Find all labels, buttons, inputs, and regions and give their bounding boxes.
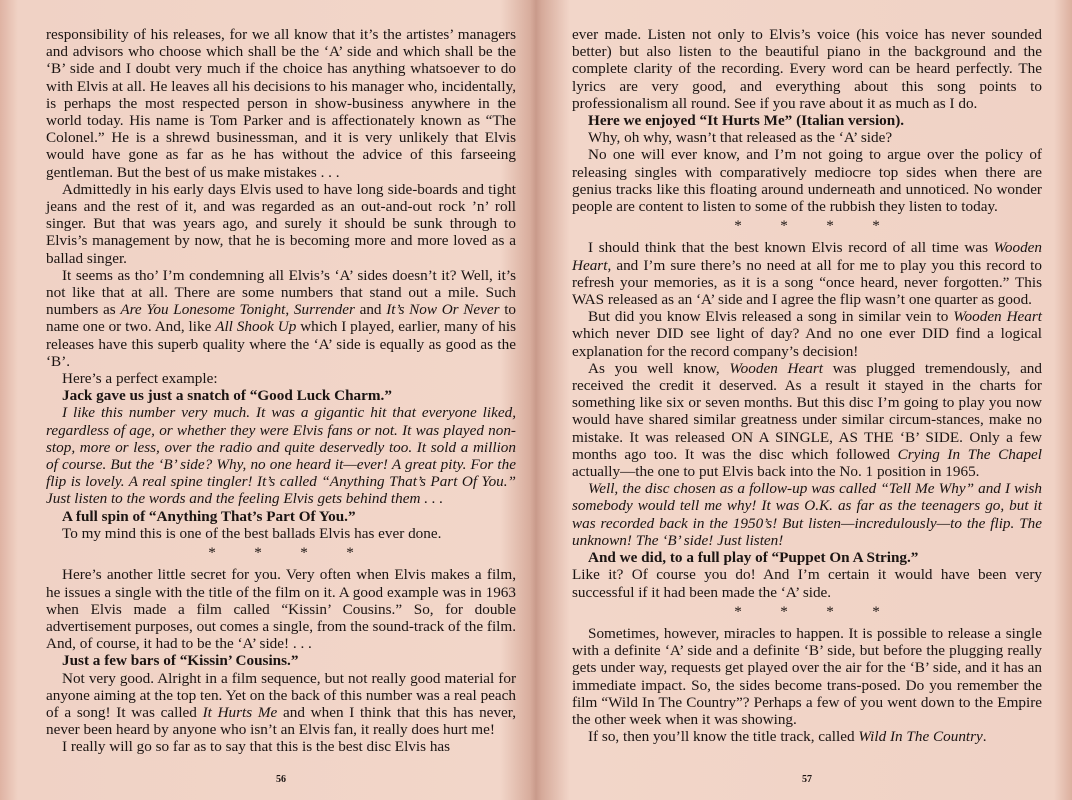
record-heading: And we did, to a full play of “Puppet On A String.”: [588, 549, 919, 567]
section-divider: [46, 544, 516, 561]
paragraph: To my mind this is one of the best ballads Elvis has ever done.: [62, 524, 442, 542]
record-heading: Jack gave us just a snatch of “Good Luck Charm.”: [62, 387, 392, 405]
star-glyph: *: [780, 217, 788, 235]
star-glyph: *: [254, 544, 262, 562]
star-glyph: *: [734, 602, 742, 620]
page-number-right: 57: [802, 773, 812, 785]
right-page: [572, 26, 1043, 785]
star-glyph: *: [872, 602, 880, 620]
paragraph: responsibility of his releases, for we all know that it’s the artistes’ managers and advisors who choose which shall be the ‘A’ side and which shall be the ‘B’ side and I doubt very much if the choice has anything whatsoever to do with Elvis at all. He leaves all his decisions to his manager who, incidentally, is perhaps the most respected person in show-business anywhere in the world today. His name is Tom Parker and is affectionately known as “The Colonel.” He is a shrewd businessman, and it is very unlikely that Elvis would have gone as far as he has without the advice of this farseeing gentleman. But the best of us make mistakes . . .: [46, 26, 516, 181]
quoted-paragraph: I like this number very much. It was a gigantic hit that everyone liked, regardless of age, or whether they were Elvis fans or not. It was played non-stop, more or less, over the radio and quite deservedly too. It sold a million of course. But the ‘B’ side? Why, no one heard it—ever! A great pity. For the flip is lovely. A real spine tingler! It’s called “Anything That’s Part Of You.” Just listen to the words and the feeling Elvis gets behind them . . .: [46, 404, 516, 508]
paragraph: Not very good. Alright in a film sequence, but not really good material for anyone aiming at the top ten. Yet on the back of this number was a real peach of a song! It was called It Hurts Me and when I think that this has never, never been heard by anyone who isn’t an Elvis fan, it really does hurt me!: [46, 669, 516, 739]
section-divider: [572, 217, 1042, 234]
star-glyph: *: [208, 544, 216, 562]
left-page: [46, 26, 517, 785]
quoted-paragraph: Well, the disc chosen as a follow-up was called “Tell Me Why” and I wish somebody would tell me why! It was O.K. as far as the teenagers go, but it was recorded back in the 1950’s! But listen—incredulously—to the flip. The unknown! The ‘B’ side! Just listen!: [572, 480, 1042, 549]
paragraph: Here’s another little secret for you. Very often when Elvis makes a film, he issues a single with the title of the film on it. A good example was in 1963 when Elvis made a film called “Kissin’ Cousins.” So, for double advertisement purposes, out comes a single, from the sound-track of the film. And, of course, it had to be the ‘A’ side! . . .: [46, 566, 516, 653]
paragraph: It seems as tho’ I’m condemning all Elvis’s ‘A’ sides doesn’t it? Well, it’s not like that at all. There are some numbers that stand out a mile. Such numbers as Are You Lonesome Tonight, Surrender and It’s Now Or Never to name one or two. And, like All Shook Up which I played, earlier, many of his releases have this superb quality where the ‘A’ side is equally as good as the ‘B’.: [46, 266, 517, 370]
record-heading: A full spin of “Anything That’s Part Of You.”: [62, 507, 356, 525]
paragraph: But did you know Elvis released a song in similar vein to Wooden Heart which never DID see light of day? And no one ever DID find a logical explanation for the record company’s decision!: [572, 308, 1043, 360]
star-glyph: *: [346, 544, 354, 562]
star-glyph: *: [300, 544, 308, 562]
paragraph: Admittedly in his early days Elvis used to have long side-boards and tight jeans and the rest of it, and was regarded as an out-and-out rock ’n’ roll singer. But that was years ago, and surely it should be sunk through to Elvis’s management by now, that he is becoming more and more loved as a ballad singer.: [46, 180, 516, 267]
paragraph: Sometimes, however, miracles to happen. It is possible to release a single with a definite ‘A’ side and a definite ‘B’ side, but before the plugging really gets under way, requests get played over the air for the ‘B’ side, and it has an immediate impact. So, the sides become trans-posed. Do you remember the film “Wild In The Country”? Perhaps a few of you went down to the Empire the other week when it was showing.: [572, 624, 1042, 728]
paragraph: Why, oh why, wasn’t that released as the ‘A’ side?: [588, 129, 893, 147]
paragraph: ever made. Listen not only to Elvis’s voice (his voice has never sounded better) but also listen to the beautiful piano in the background and the complete clarity of the recording. Every word can be heard perfectly. The lyrics are very good, and everything about this song points to professionalism all round. See if you rave about it as much as I do.: [572, 26, 1042, 112]
section-divider: [572, 603, 1042, 620]
paragraph: I should think that the best known Elvis record of all time was Wooden Heart, and I’m sure there’s no need at all for me to play you this record to refresh your memories, as it is a song “once heard, never forgotten.” This WAS released as an ‘A’ side and I agree the flip wasn’t one quarter as good.: [572, 239, 1042, 309]
page-number-left: 56: [276, 773, 286, 785]
star-glyph: *: [826, 602, 834, 620]
paragraph: If so, then you’ll know the title track, called Wild In The Country.: [588, 728, 987, 746]
paragraph: Like it? Of course you do! And I’m certain it would have been very successful if it had been made the ‘A’ side.: [572, 566, 1042, 601]
star-glyph: *: [872, 217, 880, 235]
record-heading: Here we enjoyed “It Hurts Me” (Italian version).: [588, 112, 905, 130]
star-glyph: *: [780, 602, 788, 620]
paragraph: Here’s a perfect example:: [62, 370, 218, 388]
star-glyph: *: [734, 217, 742, 235]
left-page-text: [46, 26, 516, 756]
paragraph: No one will ever know, and I’m not going to argue over the policy of releasing singles with comparatively mediocre top sides when there are genius tracks like this floating around underneath and unnoticed. No wonder people are content to listen to some of the rubbish they listen to today.: [572, 146, 1042, 216]
paragraph: As you well know, Wooden Heart was plugged tremendously, and received the credit it deserved. As a result it stayed in the charts for something like six or seven months. But this disc I’m going to play you now would have shared similar greatness under similar circum-stances, make no mistake. It was released ON A SINGLE, AS THE ‘B’ SIDE. Only a few months ago too. It was the disc which followed Crying In The Chapel actually—the one to put Elvis back into the No. 1 position in 1965.: [572, 359, 1042, 481]
star-glyph: *: [826, 217, 834, 235]
right-page-text: [572, 26, 1042, 745]
paragraph: I really will go so far as to say that this is the best disc Elvis has: [62, 738, 451, 756]
record-heading: Just a few bars of “Kissin’ Cousins.”: [62, 652, 299, 670]
